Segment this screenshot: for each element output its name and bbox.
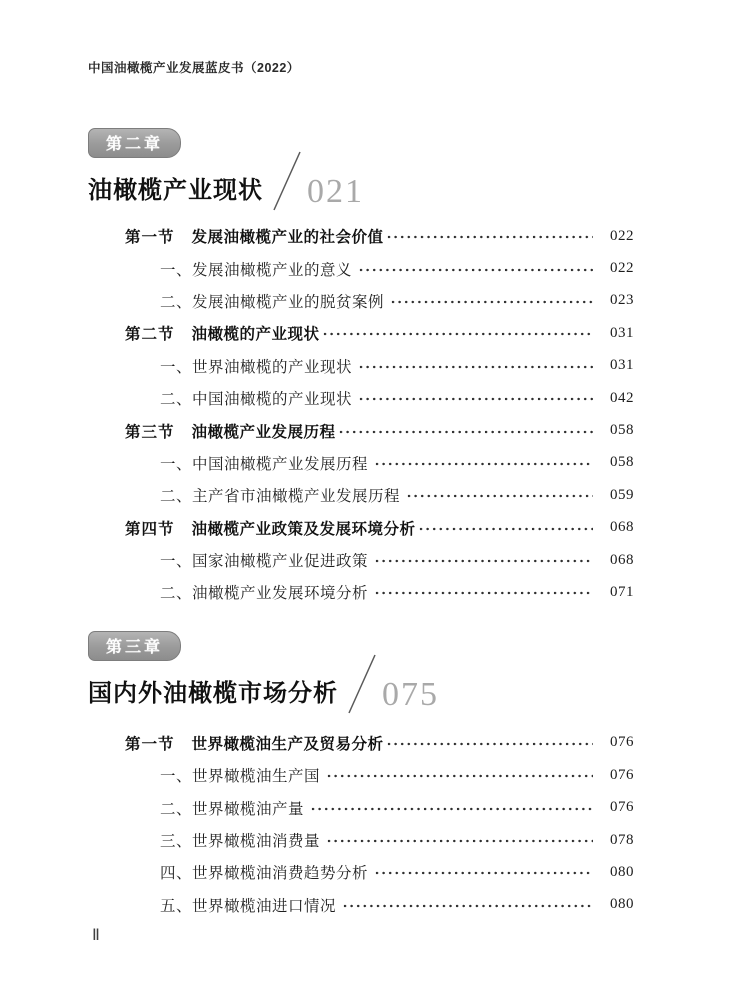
toc-entry-page: 059 — [610, 486, 634, 503]
dot-leader — [375, 459, 593, 471]
chapter-badge — [88, 631, 181, 661]
dot-leader — [359, 265, 593, 277]
chapter-title: 油橄榄产业现状 — [88, 178, 263, 205]
toc-entry-page: 023 — [610, 292, 634, 309]
chapter-block — [88, 631, 662, 921]
toc-entry-title: 油橄榄的产业现状 — [191, 326, 320, 344]
toc-entry — [125, 252, 634, 284]
toc-entry-title: 一、中国油橄榄产业发展历程 — [160, 455, 369, 473]
chapter-title: 国内外油橄榄市场分析 — [88, 680, 338, 707]
toc-entry-page: 078 — [610, 831, 634, 848]
toc-entry-section-label: 第二节 — [125, 326, 175, 344]
toc-entry — [125, 317, 634, 349]
chapter-badge — [88, 128, 181, 158]
toc-entry-page: 022 — [610, 260, 634, 277]
dot-leader — [375, 588, 593, 600]
page-number: Ⅱ — [92, 927, 100, 944]
toc-entry-page: 076 — [610, 734, 634, 751]
toc-entry — [125, 824, 634, 856]
dot-leader — [343, 901, 593, 913]
dot-leader — [419, 524, 593, 536]
dot-leader — [391, 297, 593, 309]
toc-entry-page: 076 — [610, 766, 634, 783]
toc-entry-title: 一、发展油橄榄产业的意义 — [160, 261, 353, 279]
toc-entry — [125, 382, 634, 414]
chapter-page-number: 021 — [307, 173, 364, 210]
toc-entry-title: 油橄榄产业发展历程 — [191, 423, 336, 441]
toc-entry — [125, 220, 634, 252]
dot-leader — [327, 836, 593, 848]
toc-entry-title: 一、国家油橄榄产业促进政策 — [160, 553, 369, 571]
toc-entry — [125, 889, 634, 921]
toc-entry-page: 058 — [610, 422, 634, 439]
toc-entry-page: 031 — [610, 324, 634, 341]
toc-entry-page: 068 — [610, 519, 634, 536]
dot-leader — [387, 739, 593, 751]
toc-entry-section-label: 第一节 — [125, 735, 175, 753]
toc-entry-title: 二、油橄榄产业发展环境分析 — [160, 585, 369, 603]
toc-entry — [125, 544, 634, 576]
chapter-title-row — [88, 160, 662, 210]
toc-entry-page: 042 — [610, 389, 634, 406]
chapter-entries — [125, 220, 634, 609]
dot-leader — [323, 329, 593, 341]
toc-entry-title: 二、世界橄榄油产量 — [160, 800, 305, 818]
toc-entry-section-label: 第三节 — [125, 423, 175, 441]
toc-entry-page: 076 — [610, 799, 634, 816]
dot-leader — [407, 491, 593, 503]
dot-leader — [375, 556, 593, 568]
toc-entry — [125, 285, 634, 317]
dot-leader — [359, 394, 593, 406]
toc-entry-page: 022 — [610, 227, 634, 244]
toc-entry-title: 油橄榄产业政策及发展环境分析 — [191, 520, 416, 538]
slash-divider-icon — [344, 653, 380, 715]
dot-leader — [327, 771, 593, 783]
toc-entry — [125, 759, 634, 791]
dot-leader — [375, 868, 593, 880]
chapter-title-row — [88, 663, 662, 713]
running-header: 中国油橄榄产业发展蓝皮书（2022） — [88, 61, 300, 75]
toc-entry-page: 080 — [610, 896, 634, 913]
toc-entry-section-label: 第一节 — [125, 229, 175, 247]
chapter-block — [88, 128, 662, 609]
chapter-badge-label: 第三章 — [105, 638, 163, 656]
chapter-entries — [125, 727, 634, 921]
dot-leader — [339, 427, 593, 439]
chapters-container — [88, 128, 662, 921]
toc-entry-section-label: 第四节 — [125, 520, 175, 538]
toc-entry — [125, 447, 634, 479]
toc-entry — [125, 350, 634, 382]
toc-entry-title: 五、世界橄榄油进口情况 — [160, 897, 337, 915]
toc-entry-title: 世界橄榄油生产及贸易分析 — [191, 735, 384, 753]
toc-entry-page: 058 — [610, 454, 634, 471]
toc-entry-title: 一、世界橄榄油生产国 — [160, 768, 321, 786]
chapter-badge-label: 第二章 — [105, 136, 163, 153]
toc-entry-title: 二、发展油橄榄产业的脱贫案例 — [160, 293, 385, 311]
toc-entry-page: 080 — [610, 863, 634, 880]
toc-entry-page: 068 — [610, 551, 634, 568]
toc-entry — [125, 414, 634, 446]
dot-leader — [387, 232, 593, 244]
toc-entry-title: 三、世界橄榄油消费量 — [160, 833, 321, 851]
toc-entry-title: 二、主产省市油橄榄产业发展历程 — [160, 488, 401, 506]
toc-entry-title: 二、中国油橄榄的产业现状 — [160, 391, 353, 409]
toc-entry — [125, 791, 634, 823]
toc-entry-title: 一、世界油橄榄的产业现状 — [160, 358, 353, 376]
toc-entry-title: 四、世界橄榄油消费趋势分析 — [160, 865, 369, 883]
toc-entry — [125, 727, 634, 759]
toc-entry-page: 031 — [610, 357, 634, 374]
toc-entry-page: 071 — [610, 583, 634, 600]
dot-leader — [359, 362, 593, 374]
toc-entry — [125, 479, 634, 511]
slash-divider-icon — [269, 150, 305, 212]
dot-leader — [311, 804, 593, 816]
toc-entry-title: 发展油橄榄产业的社会价值 — [191, 229, 384, 247]
toc-entry — [125, 512, 634, 544]
chapter-page-number: 075 — [382, 675, 439, 713]
toc-entry — [125, 576, 634, 608]
toc-entry — [125, 856, 634, 888]
